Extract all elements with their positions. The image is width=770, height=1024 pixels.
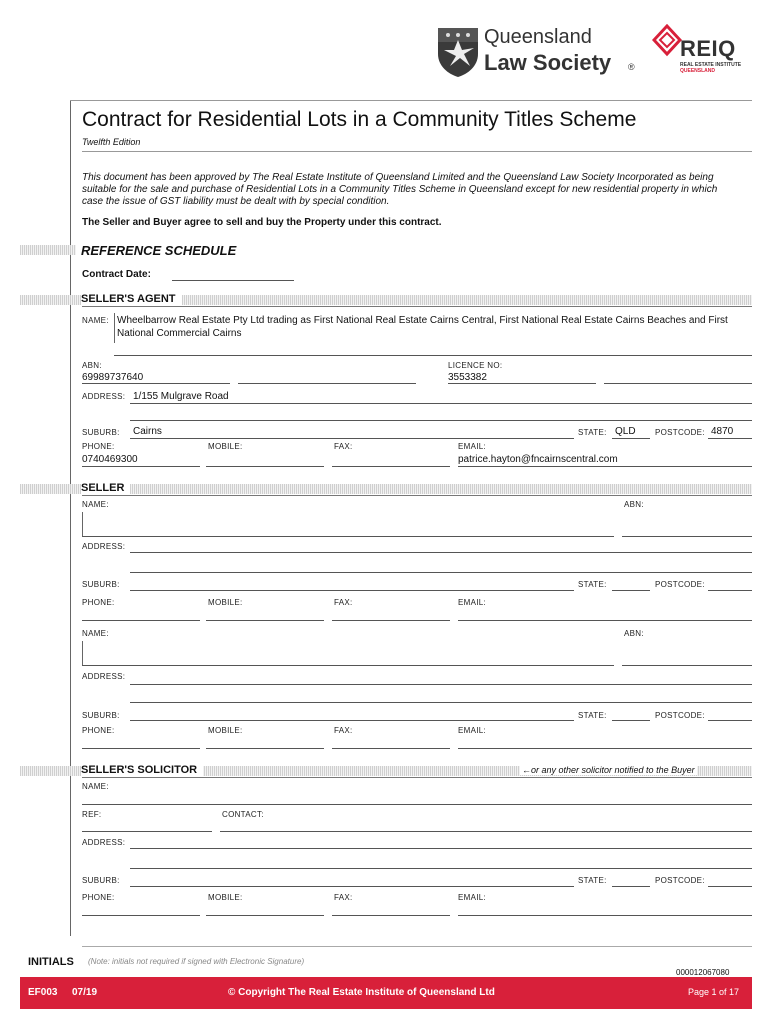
- solicitor-mobile-label: MOBILE:: [208, 893, 243, 902]
- agent-phone-label: PHONE:: [82, 442, 115, 451]
- agent-mobile-underline: [206, 466, 324, 467]
- seller2-state-label: STATE:: [578, 711, 607, 720]
- solicitor-rule: [82, 777, 752, 778]
- qls-line2: Law Society: [484, 50, 612, 75]
- seller2-address-label: ADDRESS:: [82, 672, 126, 681]
- seller1-fax-field[interactable]: [332, 620, 450, 621]
- agent-licence-underline-2: [604, 383, 752, 384]
- agent-email-label: EMAIL:: [458, 442, 487, 451]
- reiq-sub2: QUEENSLAND: [680, 68, 716, 74]
- solicitor-ref-label: REF:: [82, 810, 102, 819]
- seller1-abn-field[interactable]: [622, 536, 752, 537]
- seller1-email-field[interactable]: [458, 620, 752, 621]
- seller1-fax-label: FAX:: [334, 598, 353, 607]
- agent-suburb-underline: [130, 438, 574, 439]
- initials-note: (Note: initials not required if signed with Electronic Signature): [88, 957, 305, 966]
- contract-date-field[interactable]: [172, 280, 294, 281]
- seller1-name-label: NAME:: [82, 500, 109, 509]
- solicitor-state-field[interactable]: [612, 886, 650, 887]
- agent-name-field[interactable]: Wheelbarrow Real Estate Pty Ltd trading as First National Real Estate Cairns Central, First National Real Estate Cairns Beaches and First National Commercial Cairns: [117, 315, 728, 339]
- agreement-text: The Seller and Buyer agree to sell and buy the Property under this contract.: [82, 217, 442, 228]
- page-number: Page 1 of 17: [688, 987, 740, 997]
- solicitor-note: [520, 765, 697, 775]
- seller1-address-field[interactable]: [130, 552, 752, 553]
- initials-label: INITIALS: [28, 956, 74, 968]
- seller1-suburb-field[interactable]: [130, 590, 574, 591]
- seller1-name-field[interactable]: [82, 536, 614, 537]
- agent-address-label: ADDRESS:: [82, 392, 126, 401]
- solicitor-name-label: NAME:: [82, 782, 109, 791]
- agent-address-underline: [130, 403, 752, 404]
- seller1-mobile-field[interactable]: [206, 620, 324, 621]
- solicitor-address-label: ADDRESS:: [82, 838, 126, 847]
- qls-line1: Queensland: [484, 26, 592, 48]
- solicitor-note-text: or any other solicitor notified to the Buyer: [531, 765, 695, 775]
- agent-licence-label: LICENCE NO:: [448, 361, 503, 370]
- agent-name-underline: [114, 355, 752, 356]
- seller1-state-field[interactable]: [612, 590, 650, 591]
- form-date: 07/19: [72, 987, 98, 998]
- solicitor-state-label: STATE:: [578, 876, 607, 885]
- solicitor-contact-label: CONTACT:: [222, 810, 264, 819]
- arrow-left-icon: ←: [522, 765, 531, 775]
- seller1-postcode-label: POSTCODE:: [655, 580, 705, 589]
- solicitor-phone-label: PHONE:: [82, 893, 115, 902]
- qls-crest-icon: [436, 26, 480, 78]
- seller2-email-label: EMAIL:: [458, 726, 487, 735]
- reiq-name: REIQ: [680, 36, 736, 61]
- reference-schedule-title: REFERENCE SCHEDULE: [81, 243, 237, 258]
- seller2-abn-field[interactable]: [622, 665, 752, 666]
- seller2-name-bar: [82, 641, 83, 665]
- solicitor-postcode-field[interactable]: [708, 886, 752, 887]
- title-rule: [82, 151, 752, 152]
- agent-abn-underline: [82, 383, 230, 384]
- solicitor-name-field[interactable]: [82, 804, 752, 805]
- agent-abn-label: ABN:: [82, 361, 102, 370]
- solicitor-mobile-field[interactable]: [206, 915, 324, 916]
- seller1-suburb-label: SUBURB:: [82, 580, 120, 589]
- seller1-mobile-label: MOBILE:: [208, 598, 243, 607]
- solicitor-contact-field[interactable]: [220, 831, 752, 832]
- top-rule: [70, 100, 752, 101]
- seller1-phone-field[interactable]: [82, 620, 200, 621]
- agent-postcode-underline: [708, 438, 752, 439]
- solicitor-suburb-field[interactable]: [130, 886, 574, 887]
- agent-abn-underline-2: [238, 383, 416, 384]
- solicitor-phone-field[interactable]: [82, 915, 200, 916]
- agent-licence-underline: [448, 383, 596, 384]
- qls-logo: [436, 26, 646, 80]
- seller2-name-field[interactable]: [82, 665, 614, 666]
- agent-phone-field[interactable]: 0740469300: [82, 454, 138, 465]
- solicitor-fax-field[interactable]: [332, 915, 450, 916]
- page-title: Contract for Residential Lots in a Community Titles Scheme: [82, 108, 637, 131]
- seller2-suburb-label: SUBURB:: [82, 711, 120, 720]
- agent-fax-underline: [332, 466, 450, 467]
- seller1-state-label: STATE:: [578, 580, 607, 589]
- solicitor-fax-label: FAX:: [334, 893, 353, 902]
- seller1-address-label: ADDRESS:: [82, 542, 126, 551]
- seller2-address-field-2[interactable]: [130, 702, 752, 703]
- seller1-email-label: EMAIL:: [458, 598, 487, 607]
- seller2-mobile-field[interactable]: [206, 748, 324, 749]
- intro-text: This document has been approved by The Real Estate Institute of Queensland Limited and the Queensland Law Society Incorporated as being suitable for the sale and purchase of Residential Lots in a Community Titles Scheme in Queensland except for new residential property in which case the issue of GST liability must be dealt with by special condition.: [82, 172, 718, 207]
- seller2-fax-label: FAX:: [334, 726, 353, 735]
- seller1-abn-label: ABN:: [624, 500, 644, 509]
- qls-registered-mark: ®: [628, 62, 635, 72]
- seller-rule: [82, 495, 752, 496]
- page-left-rule: [70, 100, 71, 936]
- seller1-postcode-field[interactable]: [708, 590, 752, 591]
- footer-rule: [82, 946, 752, 947]
- agent-address-field[interactable]: 1/155 Mulgrave Road: [133, 391, 229, 402]
- sellers-agent-rule: [82, 306, 752, 307]
- solicitor-email-label: EMAIL:: [458, 893, 487, 902]
- agent-fax-label: FAX:: [334, 442, 353, 451]
- seller2-mobile-label: MOBILE:: [208, 726, 243, 735]
- reiq-logo: [652, 22, 752, 86]
- agent-address-underline-2: [130, 420, 752, 421]
- sellers-agent-title: SELLER'S AGENT: [81, 293, 182, 305]
- solicitor-ref-field[interactable]: [82, 831, 212, 832]
- seller2-fax-field[interactable]: [332, 748, 450, 749]
- solicitor-email-field[interactable]: [458, 915, 752, 916]
- agent-name-bar: [114, 313, 115, 343]
- reiq-sub1: REAL ESTATE INSTITUTE: [680, 62, 742, 68]
- seller2-postcode-field[interactable]: [708, 720, 752, 721]
- solicitor-suburb-label: SUBURB:: [82, 876, 120, 885]
- seller2-phone-label: PHONE:: [82, 726, 115, 735]
- form-code: EF003: [28, 987, 58, 998]
- seller2-state-field[interactable]: [612, 720, 650, 721]
- agent-email-field[interactable]: patrice.hayton@fncairnscentral.com: [458, 454, 618, 465]
- seller1-phone-label: PHONE:: [82, 598, 115, 607]
- edition: Twelfth Edition: [82, 137, 141, 147]
- initials-box[interactable]: [84, 952, 744, 974]
- agent-postcode-field[interactable]: 4870: [711, 426, 734, 437]
- agent-abn-field[interactable]: 69989737640: [82, 372, 144, 383]
- agent-state-underline: [612, 438, 650, 439]
- agent-mobile-label: MOBILE:: [208, 442, 243, 451]
- seller2-phone-field[interactable]: [82, 748, 200, 749]
- seller1-address-field-2[interactable]: [130, 572, 752, 573]
- seller2-abn-label: ABN:: [624, 629, 644, 638]
- solicitor-address-field-2[interactable]: [130, 868, 752, 869]
- solicitor-address-field[interactable]: [130, 848, 752, 849]
- agent-suburb-field[interactable]: Cairns: [133, 426, 162, 437]
- agent-name-label: NAME:: [82, 316, 109, 325]
- seller1-name-bar: [82, 512, 83, 536]
- seller2-name-label: NAME:: [82, 629, 109, 638]
- section-hatch: [20, 245, 76, 255]
- solicitor-postcode-label: POSTCODE:: [655, 876, 705, 885]
- agent-state-label: STATE:: [578, 428, 607, 437]
- agent-email-underline: [458, 466, 752, 467]
- agent-licence-field[interactable]: 3553382: [448, 372, 487, 383]
- agent-state-field[interactable]: QLD: [615, 426, 636, 437]
- copyright: © Copyright The Real Estate Institute of Queensland Ltd: [228, 987, 495, 998]
- sellers-solicitor-title: SELLER'S SOLICITOR: [81, 764, 203, 776]
- seller2-address-field[interactable]: [130, 684, 752, 685]
- footer-bar: [20, 977, 752, 1009]
- agent-postcode-label: POSTCODE:: [655, 428, 705, 437]
- contract-date-label: Contract Date:: [82, 269, 151, 280]
- seller2-postcode-label: POSTCODE:: [655, 711, 705, 720]
- agent-suburb-label: SUBURB:: [82, 428, 120, 437]
- doc-number: 000012067080: [676, 968, 730, 977]
- reiq-diamond-icon: [652, 24, 682, 60]
- seller-title: SELLER: [81, 482, 130, 494]
- agent-phone-underline: [82, 466, 200, 467]
- seller2-email-field[interactable]: [458, 748, 752, 749]
- seller2-suburb-field[interactable]: [130, 720, 574, 721]
